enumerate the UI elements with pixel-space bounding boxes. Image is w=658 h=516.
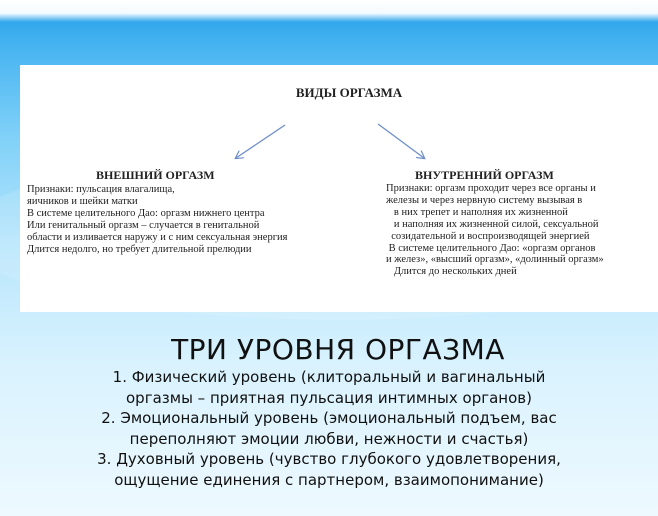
level-line: оргазмы – приятная пульсация интимных органов) bbox=[126, 388, 532, 407]
left-text-line: В системе целительного Дао: оргазм нижнего центра bbox=[27, 207, 265, 219]
left-text-line: области и изливается наружу и с ним сексуальная энергия bbox=[27, 231, 288, 243]
left-text-line: Длится недолго, но требует длительной прелюдии bbox=[27, 243, 252, 255]
right-text-line: Признаки: оргазм проходит через все органы и bbox=[386, 183, 596, 194]
right-heading: ВНУТРЕННИЙ ОРГАЗМ bbox=[415, 168, 554, 182]
right-text-line: Длится до нескольких дней bbox=[386, 266, 517, 278]
levels-title: ТРИ УРОВНЯ ОРГАЗМА bbox=[171, 333, 505, 366]
level-line: 3. Духовный уровень (чувство глубокого удовлетворения, bbox=[97, 450, 561, 468]
level-line: 2. Эмоциональный уровень (эмоциональный подъем, вас bbox=[101, 409, 557, 427]
levels-section bbox=[0, 333, 658, 490]
right-text-line: в них трепет и наполняя их жизненной bbox=[386, 206, 568, 218]
level-line: переполняют эмоции любви, нежности и счастья) bbox=[129, 429, 529, 448]
right-description bbox=[386, 183, 604, 278]
arrow-right bbox=[378, 124, 424, 158]
left-heading: ВНЕШНИЙ ОРГАЗМ bbox=[96, 168, 215, 182]
right-text-line: созидательной и воспроизводящей энергией bbox=[386, 230, 590, 242]
right-text-line: и желез», «высший оргазм», «долинный оргазм» bbox=[386, 254, 604, 266]
left-text-line: яичников и шейки матки bbox=[27, 195, 138, 207]
left-text-line: Признаки: пульсация влагалища, bbox=[27, 184, 175, 195]
top-highlight-strip bbox=[0, 0, 658, 22]
level-line: 1. Физический уровень (клиторальный и вагинальный bbox=[112, 368, 546, 386]
right-text-line: и наполняя их жизненной силой, сексуальной bbox=[386, 218, 599, 230]
left-description bbox=[27, 184, 287, 255]
levels-list bbox=[0, 367, 658, 490]
document-title: ВИДЫ ОРГАЗМА bbox=[295, 85, 403, 100]
level-line: ощущение единения с партнером, взаимопонимание) bbox=[114, 470, 544, 489]
left-text-line: Или генитальный оргазм – случается в генитальной bbox=[27, 219, 260, 231]
scanned-document bbox=[20, 65, 658, 312]
right-text-line: В системе целительного Дао: «оргазм органов bbox=[386, 242, 596, 254]
right-text-line: железы и через нервную систему вызывая в bbox=[386, 194, 583, 206]
arrow-left bbox=[236, 125, 285, 158]
